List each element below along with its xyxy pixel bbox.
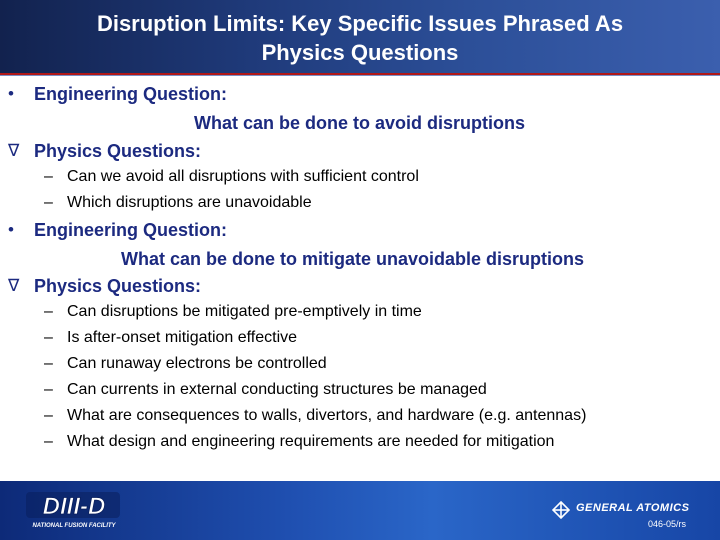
bullet-engineering-1: • xyxy=(8,84,14,103)
physics-question-item: What design and engineering requirements are needed for mitigation xyxy=(67,433,555,450)
nabla-bullet-physics-1: ∇ xyxy=(8,141,20,160)
engineering-question-text-2: What can be done to mitigate unavoidable disruptions xyxy=(121,249,585,269)
diii-d-logo-text: DIII-D xyxy=(42,493,106,520)
slide-title-line-2: Physics Questions xyxy=(261,40,459,65)
dash: – xyxy=(44,168,53,185)
slide-title-line-1: Disruption Limits: Key Specific Issues Phrased As xyxy=(96,11,624,36)
physics-questions-heading-1: Physics Questions: xyxy=(34,141,202,161)
slide-title xyxy=(0,9,720,67)
engineering-question-heading-1: Engineering Question: xyxy=(34,84,228,104)
engineering-question-text-1: What can be done to avoid disruptions xyxy=(194,113,526,133)
physics-questions-heading-2: Physics Questions: xyxy=(34,276,202,296)
dash: – xyxy=(44,407,53,424)
footer-bar xyxy=(0,481,720,540)
dash: – xyxy=(44,433,53,450)
physics-question-item: Which disruptions are unavoidable xyxy=(67,194,312,211)
general-atomics-icon xyxy=(552,501,570,519)
dash: – xyxy=(44,381,53,398)
physics-question-item: Is after-onset mitigation effective xyxy=(67,329,298,346)
physics-question-item: Can we avoid all disruptions with sufficient control xyxy=(67,168,419,185)
physics-question-item: What are consequences to walls, divertors, and hardware (e.g. antennas) xyxy=(67,407,587,424)
physics-question-item: Can currents in external conducting structures be managed xyxy=(67,381,487,398)
physics-question-item: Can disruptions be mitigated pre-emptively in time xyxy=(67,303,422,320)
engineering-question-heading-2: Engineering Question: xyxy=(34,220,228,240)
dash: – xyxy=(44,303,53,320)
title-divider-blue xyxy=(0,75,720,76)
dash: – xyxy=(44,329,53,346)
diii-d-logo xyxy=(24,488,124,532)
bullet-engineering-2: • xyxy=(8,220,14,239)
general-atomics-logo-text: GENERAL ATOMICS xyxy=(576,502,690,514)
diii-d-logo-subtitle: NATIONAL FUSION FACILITY xyxy=(32,523,116,529)
physics-question-item: Can runaway electrons be controlled xyxy=(67,355,327,372)
nabla-bullet-physics-2: ∇ xyxy=(8,276,20,295)
document-code: 046-05/rs xyxy=(648,519,687,529)
dash: – xyxy=(44,194,53,211)
dash: – xyxy=(44,355,53,372)
